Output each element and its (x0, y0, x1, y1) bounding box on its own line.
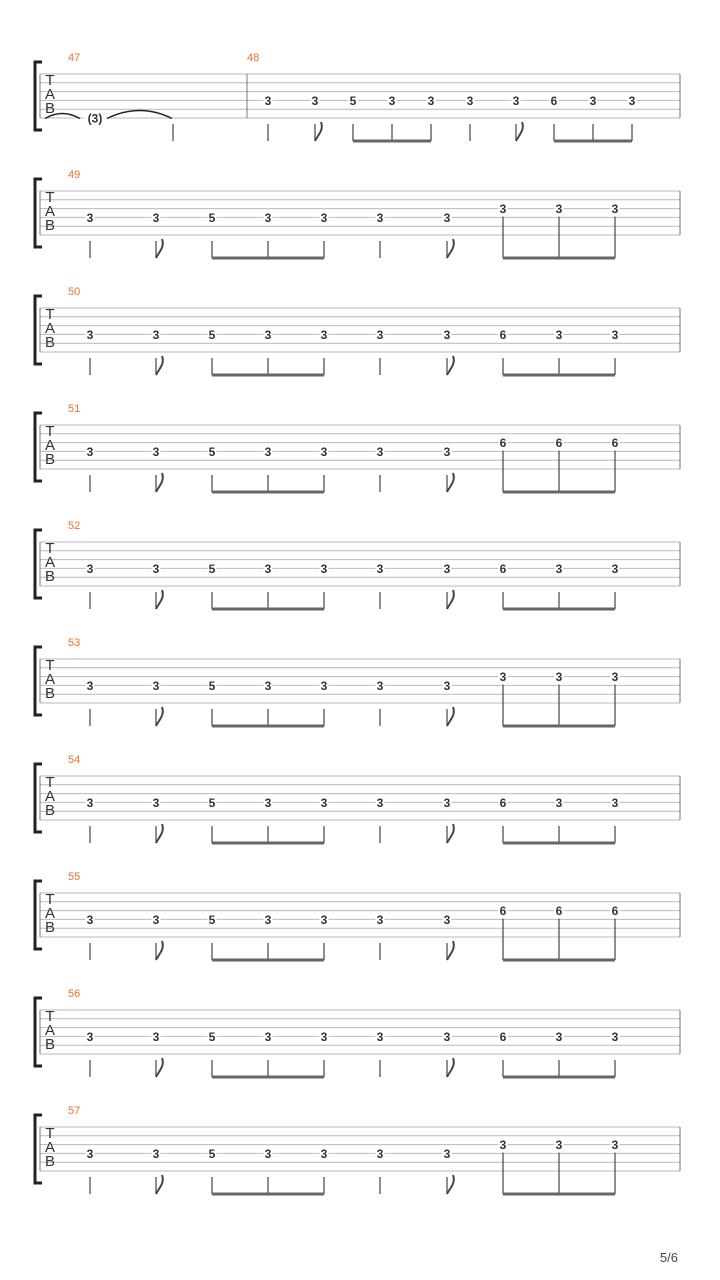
fret-number: 3 (555, 202, 563, 217)
eighth-flag (447, 239, 454, 258)
fret-number: 3 (152, 561, 160, 576)
fret-number: 3 (152, 912, 160, 927)
fret-number: 3 (443, 561, 451, 576)
fret-number: 3 (427, 93, 435, 108)
fret-number: 5 (208, 444, 216, 459)
fret-number: 3 (264, 561, 272, 576)
fret-number: 3 (499, 670, 507, 685)
fret-number: 6 (555, 904, 563, 919)
fret-number: 3 (264, 444, 272, 459)
measure-number: 56 (68, 988, 81, 1000)
tab-clef-letter: A (44, 671, 56, 688)
fret-number: 3 (611, 561, 619, 576)
tab-clef-letter: T (45, 423, 55, 440)
eighth-flag (447, 707, 454, 726)
tab-clef-letter: A (44, 1022, 56, 1039)
eighth-flag (156, 356, 163, 375)
system-bracket (35, 179, 42, 247)
page-number: 5/6 (659, 1250, 678, 1265)
fret-number: 6 (499, 1029, 507, 1044)
fret-number: 3 (611, 202, 619, 217)
fret-number: 3 (86, 912, 94, 927)
fret-number: 3 (152, 444, 160, 459)
fret-number: 5 (208, 1146, 216, 1161)
fret-number: 3 (264, 93, 272, 108)
tab-clef-letter: T (45, 774, 55, 791)
fret-number: 3 (152, 1146, 160, 1161)
measure-number: 50 (68, 286, 81, 298)
eighth-flag (156, 590, 163, 609)
fret-number: 3 (443, 912, 451, 927)
eighth-flag (447, 356, 454, 375)
fret-number: 3 (264, 795, 272, 810)
fret-number: 3 (264, 1029, 272, 1044)
measure-number: 51 (68, 403, 81, 415)
tab-clef-letter: T (45, 540, 55, 557)
fret-number: 3 (555, 1138, 563, 1153)
system-bracket (35, 881, 42, 949)
fret-number: 3 (86, 678, 94, 693)
fret-number: 3 (443, 678, 451, 693)
fret-number: 6 (499, 795, 507, 810)
fret-number: 3 (388, 93, 396, 108)
fret-number: 3 (311, 93, 319, 108)
fret-number: 3 (264, 210, 272, 225)
fret-number: 6 (499, 561, 507, 576)
fret-number: 3 (376, 678, 384, 693)
fret-number: 3 (264, 327, 272, 342)
eighth-flag (447, 473, 454, 492)
fret-number: 3 (611, 1138, 619, 1153)
tab-clef-letter: A (44, 437, 56, 454)
fret-number: 3 (376, 444, 384, 459)
fret-number: 3 (499, 202, 507, 217)
fret-number: 3 (466, 93, 474, 108)
fret-number: 5 (208, 561, 216, 576)
fret-number: 6 (555, 436, 563, 451)
tab-clef-letter: B (44, 334, 56, 351)
eighth-flag (156, 473, 163, 492)
measure-number: 54 (68, 754, 81, 766)
fret-number: (3) (87, 111, 103, 126)
system-bracket (35, 764, 42, 832)
fret-number: 3 (320, 561, 328, 576)
eighth-flag (447, 941, 454, 960)
fret-number: 3 (86, 444, 94, 459)
eighth-flag (156, 1058, 163, 1077)
fret-number: 3 (376, 795, 384, 810)
eighth-flag (156, 707, 163, 726)
tab-clef-letter: T (45, 1008, 55, 1025)
fret-number: 3 (320, 1146, 328, 1161)
fret-number: 3 (264, 912, 272, 927)
fret-number: 3 (86, 795, 94, 810)
fret-number: 3 (611, 327, 619, 342)
eighth-flag (156, 239, 163, 258)
eighth-flag (156, 824, 163, 843)
fret-number: 3 (320, 1029, 328, 1044)
tab-clef-letter: A (44, 788, 56, 805)
eighth-flag (516, 122, 523, 141)
system-bracket (35, 998, 42, 1066)
fret-number: 3 (86, 1146, 94, 1161)
fret-number: 5 (208, 795, 216, 810)
measure-number: 48 (247, 52, 260, 64)
fret-number: 3 (320, 795, 328, 810)
measure-number: 55 (68, 871, 81, 883)
fret-number: 5 (208, 327, 216, 342)
tab-clef-letter: B (44, 451, 56, 468)
fret-number: 3 (555, 327, 563, 342)
tab-clef-letter: A (44, 1139, 56, 1156)
tab-clef-letter: A (44, 203, 56, 220)
fret-number: 3 (376, 561, 384, 576)
fret-number: 3 (555, 795, 563, 810)
fret-number: 5 (208, 678, 216, 693)
fret-number: 3 (152, 795, 160, 810)
fret-number: 3 (628, 93, 636, 108)
fret-number: 3 (512, 93, 520, 108)
fret-number: 3 (264, 678, 272, 693)
measure-number: 53 (68, 637, 81, 649)
fret-number: 3 (320, 678, 328, 693)
tab-clef-letter: T (45, 306, 55, 323)
fret-number: 3 (443, 210, 451, 225)
fret-number: 6 (611, 436, 619, 451)
fret-number: 3 (86, 327, 94, 342)
system-bracket (35, 413, 42, 481)
fret-number: 3 (86, 210, 94, 225)
tab-clef-letter: T (45, 189, 55, 206)
fret-number: 3 (499, 1138, 507, 1153)
tab-clef-letter: B (44, 1153, 56, 1170)
eighth-flag (447, 1175, 454, 1194)
tab-clef-letter: B (44, 217, 56, 234)
tab-clef-letter: B (44, 1036, 56, 1053)
fret-number: 3 (555, 1029, 563, 1044)
system-bracket (35, 62, 42, 130)
system-bracket (35, 647, 42, 715)
tab-clef-letter: A (44, 320, 56, 337)
tab-clef-letter: B (44, 919, 56, 936)
fret-number: 3 (152, 210, 160, 225)
eighth-flag (447, 1058, 454, 1077)
tab-clef-letter: T (45, 72, 55, 89)
fret-number: 3 (555, 670, 563, 685)
fret-number: 3 (611, 1029, 619, 1044)
fret-number: 3 (443, 444, 451, 459)
fret-number: 3 (443, 1029, 451, 1044)
fret-number: 3 (443, 1146, 451, 1161)
fret-number: 3 (589, 93, 597, 108)
fret-number: 3 (86, 561, 94, 576)
fret-number: 3 (376, 210, 384, 225)
fret-number: 5 (208, 912, 216, 927)
fret-number: 3 (86, 1029, 94, 1044)
fret-number: 3 (152, 1029, 160, 1044)
fret-number: 3 (320, 444, 328, 459)
fret-number: 3 (320, 210, 328, 225)
eighth-flag (447, 824, 454, 843)
fret-number: 5 (208, 210, 216, 225)
fret-number: 3 (152, 678, 160, 693)
tab-clef-letter: B (44, 802, 56, 819)
tab-clef-letter: A (44, 86, 56, 103)
measure-number: 57 (68, 1105, 81, 1117)
fret-number: 6 (499, 327, 507, 342)
fret-number: 3 (376, 912, 384, 927)
fret-number: 3 (555, 561, 563, 576)
fret-number: 5 (208, 1029, 216, 1044)
fret-number: 6 (611, 904, 619, 919)
fret-number: 3 (264, 1146, 272, 1161)
measure-number: 47 (68, 52, 81, 64)
fret-number: 6 (499, 904, 507, 919)
fret-number: 5 (349, 93, 357, 108)
tab-clef-letter: A (44, 905, 56, 922)
tie-arc (107, 111, 172, 119)
fret-number: 3 (443, 795, 451, 810)
measure-number: 52 (68, 520, 81, 532)
fret-number: 3 (443, 327, 451, 342)
tab-clef-letter: T (45, 657, 55, 674)
system-bracket (35, 1115, 42, 1183)
tab-clef-letter: T (45, 1125, 55, 1142)
system-bracket (35, 530, 42, 598)
fret-number: 3 (611, 795, 619, 810)
tab-clef-letter: A (44, 554, 56, 571)
fret-number: 3 (611, 670, 619, 685)
eighth-flag (315, 122, 322, 141)
eighth-flag (156, 941, 163, 960)
fret-number: 6 (550, 93, 558, 108)
tab-clef-letter: T (45, 891, 55, 908)
fret-number: 3 (320, 912, 328, 927)
eighth-flag (156, 1175, 163, 1194)
fret-number: 3 (376, 327, 384, 342)
fret-number: 3 (320, 327, 328, 342)
eighth-flag (447, 590, 454, 609)
system-bracket (35, 296, 42, 364)
fret-number: 3 (376, 1029, 384, 1044)
fret-number: 3 (152, 327, 160, 342)
tab-clef-letter: B (44, 685, 56, 702)
tab-clef-letter: B (44, 568, 56, 585)
measure-number: 49 (68, 169, 81, 181)
fret-number: 3 (376, 1146, 384, 1161)
fret-number: 6 (499, 436, 507, 451)
tab-clef-letter: B (44, 100, 56, 117)
